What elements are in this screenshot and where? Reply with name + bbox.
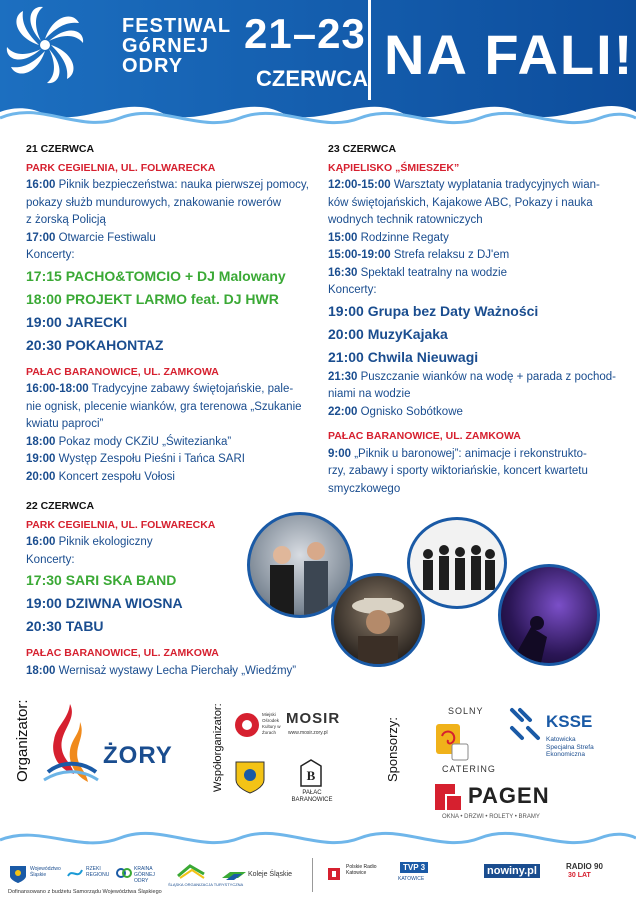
concert-item: 18:00 PROJEKT LARMO feat. DJ HWR — [26, 290, 279, 307]
concert-list — [26, 265, 316, 357]
footer-divider — [312, 858, 313, 892]
ksse-desc-line: Ekonomiczna — [546, 751, 586, 758]
venue-title: PAŁAC BARANOWICE, UL. ZAMKOWA — [26, 365, 219, 378]
schedule-row — [26, 195, 316, 213]
venue-title: PARK CEGIELNIA, UL. FOLWARECKA — [26, 161, 216, 174]
schedule-row — [328, 177, 618, 195]
schedule-text: Strefa relaksu z DJ'em — [390, 249, 510, 261]
zory-flame-logo-icon — [40, 702, 100, 788]
schedule-block — [26, 663, 316, 681]
schedule-block — [26, 177, 316, 265]
day-title: 22 CZERWCA — [26, 500, 95, 512]
schedule-time: 20:00 — [26, 470, 56, 483]
koleje-text: Koleje Śląskie — [248, 871, 292, 878]
schedule-text: Występ Zespołu Pieśni i Tańca SARI — [55, 453, 245, 465]
schedule-text: z żorską Policją — [26, 214, 106, 226]
schedule-text: niami na wodzie — [328, 388, 411, 400]
ksse-desc-line: Specjalna Strefa — [546, 743, 594, 751]
schedule-text: Koncerty: — [26, 249, 75, 261]
venue-title: PAŁAC BARANOWICE, UL. ZAMKOWA — [328, 430, 521, 442]
schedule-time: 18:00 — [26, 664, 56, 677]
solny-logo-bottom: CATERING — [442, 764, 496, 774]
schedule-text: Puszczanie wianków na wodę + parada z pochod- — [357, 370, 617, 383]
schedule-row — [26, 212, 316, 230]
schedule-row — [328, 282, 618, 300]
schedule-block — [26, 381, 316, 486]
schedule-time: 9:00 — [328, 447, 352, 460]
slaska-org-text: ŚLĄSKA ORGANIZACJA TURYSTYCZNA — [168, 882, 244, 887]
schedule-text: Spektakl teatralny na wodzie — [357, 266, 508, 279]
concert-item: 20:30 TABU — [26, 618, 104, 634]
crest-logo-icon — [234, 760, 266, 794]
radio90-logo: RADIO 90 — [566, 862, 603, 871]
tvp3-city: KATOWICE — [398, 876, 425, 882]
schedule-text: Piknik bezpieczeństwa: nauka pierwszej pomocy, — [55, 179, 309, 191]
schedule-text: kwiatu paproci” — [26, 418, 104, 430]
venue-title: KĄPIELISKO „ŚMIESZEK” — [328, 161, 460, 174]
schedule-text: Tradycyjne zabawy świętojańskie, pale- — [88, 383, 294, 395]
zory-logo-text: ŻORY — [103, 742, 173, 769]
tvp3-logo: TVP 3 — [400, 862, 428, 873]
artist-photo — [407, 517, 507, 609]
schedule-row — [328, 404, 618, 422]
schedule-row — [328, 481, 618, 499]
pagen-logo-icon — [433, 782, 463, 812]
artist-photo — [331, 573, 425, 667]
organizer-label: Organizator: — [14, 699, 31, 782]
festival-month: CZERWCA — [256, 66, 369, 91]
schedule-time: 19:00 — [26, 453, 56, 465]
festival-name-line3: ODRY — [122, 55, 184, 77]
rzeki-logo-icon — [66, 864, 84, 882]
schedule-text: Rodzinne Regaty — [357, 231, 449, 244]
ksse-logo-text: KSSE — [546, 712, 593, 731]
concert-item: 17:15 PACHO&TOMCIO + DJ Malowany — [26, 267, 286, 284]
coorganizer-label: Współorganizator: — [212, 703, 224, 792]
slaska-org-logo-icon — [176, 862, 206, 880]
schedule-time: 12:00-15:00 — [328, 179, 391, 191]
palac-logo-text: PAŁAC BARANOWICE — [291, 790, 333, 803]
sponsors-label: Sponsorzy: — [385, 716, 400, 782]
schedule-text: Pokaz mody CKZiU „Świtezianka” — [55, 435, 232, 448]
mosir-logo-text: MOSIR — [286, 710, 341, 727]
festival-dates: 21–23 — [244, 10, 366, 57]
schedule-time: 15:00-19:00 — [328, 249, 391, 261]
odry-logo-icon — [116, 865, 132, 881]
festival-name-line1: FESTIWAL — [122, 15, 232, 37]
schedule-row — [26, 381, 316, 399]
koleje-logo-icon — [222, 870, 246, 880]
venue-title: PARK CEGIELNIA, UL. FOLWARECKA — [26, 518, 216, 531]
footer-logos — [0, 858, 636, 900]
schedule-row — [26, 177, 316, 195]
schedule-text: Piknik ekologiczny — [55, 536, 153, 548]
concert-item: 19:00 DZIWNA WIOSNA — [26, 595, 183, 611]
header-banner — [0, 0, 636, 135]
pagen-tagline: OKNA • DRZWI • ROLETY • BRAMY — [442, 814, 540, 820]
wojewodztwo-logo-icon — [8, 864, 28, 884]
day-title: 21 CZERWCA — [26, 143, 95, 155]
mok-logo-text: Miejski Ośrodek Kultury w Żorach — [262, 712, 281, 735]
schedule-time: 16:00-18:00 — [26, 383, 89, 395]
solny-logo-top: SOLNY — [448, 706, 484, 716]
festival-slogan: NA FALI! — [384, 23, 635, 86]
schedule-text: smyczkowego — [328, 482, 401, 495]
schedule-row — [26, 469, 316, 487]
schedule-row — [328, 463, 618, 481]
concert-item: 19:00 JARECKI — [26, 313, 128, 330]
artist-photo — [498, 564, 600, 666]
schedule-row — [26, 434, 316, 452]
rzeki-text: RZEKI REGIONU — [86, 866, 110, 878]
solny-catering-logo-icon — [432, 718, 476, 768]
schedule-row — [26, 230, 316, 248]
radio-katowice-logo-icon — [326, 866, 342, 882]
schedule-time: 16:00 — [26, 179, 56, 191]
schedule-text: Koncerty: — [26, 553, 75, 566]
schedule-time: 18:00 — [26, 435, 56, 448]
schedule-row — [328, 265, 618, 283]
mok-logo-icon — [232, 710, 262, 740]
header-divider — [368, 0, 371, 100]
schedule-row — [26, 416, 316, 434]
schedule-row — [328, 195, 618, 213]
schedule-block — [328, 446, 618, 499]
schedule-row — [328, 212, 618, 230]
schedule-row — [26, 247, 316, 265]
festival-flower-logo-icon — [0, 0, 90, 90]
mosir-url: www.mosir.zory.pl — [288, 730, 328, 736]
schedule-text: pokazy służb mundurowych, znakowanie rowerów — [26, 196, 282, 209]
odry-text: KRAINA GÓRNEJ ODRY — [134, 866, 155, 884]
schedule-row — [328, 386, 618, 404]
schedule-text: wodnych technik ratowniczych — [328, 214, 483, 226]
festival-name — [122, 16, 231, 76]
palac-baranowice-logo-icon — [298, 758, 324, 788]
schedule-block — [328, 177, 618, 300]
festival-name-line2: GóRNEJ — [122, 35, 210, 57]
radio-katowice-text: Polskie Radio Katowice — [346, 864, 377, 876]
funding-note: Dofinansowano z budżetu Samorządu Województwa Śląskiego — [8, 889, 162, 895]
schedule-text: Otwarcie Festiwalu — [55, 231, 156, 244]
schedule-time: 22:00 — [328, 405, 358, 418]
schedule-text: „Piknik u baronowej”: animacje i rekonstrukto- — [351, 447, 587, 460]
schedule-text: rzy, zabawy i sporty wiktoriańskie, koncert kwartetu — [328, 465, 588, 477]
ksse-logo-icon — [508, 706, 544, 742]
concert-item: 20:30 POKAHONTAZ — [26, 336, 164, 353]
schedule-row — [328, 247, 618, 265]
venue-title: PAŁAC BARANOWICE, UL. ZAMKOWA — [26, 647, 219, 659]
wojewodztwo-text: Województwo Śląskie — [30, 866, 61, 878]
day-title: 23 CZERWCA — [328, 143, 397, 155]
pagen-logo-text: PAGEN — [468, 783, 550, 808]
schedule-time: 21:30 — [328, 370, 358, 383]
schedule-time: 15:00 — [328, 231, 358, 244]
radio90-years: 30 LAT — [568, 872, 591, 879]
schedule-row — [26, 399, 316, 417]
concert-item: 21:00 Chwila Nieuwagi — [328, 348, 479, 365]
concert-item: 19:00 Grupa bez Daty Ważności — [328, 302, 539, 319]
schedule-row — [26, 663, 316, 681]
concert-item: 20:00 MuzyKajaka — [328, 325, 448, 342]
schedule-block — [328, 369, 618, 422]
schedule-text: Warsztaty wyplatania tradycyjnych wian- — [390, 179, 600, 191]
nowiny-logo: nowiny.pl — [484, 864, 540, 878]
schedule-text: Wernisaż wystawy Lecha Pierchały „Wiedźmy” — [55, 664, 297, 677]
schedule-text: nie ognisk, plecenie wianków, gra terenowa „Szukanie — [26, 400, 302, 413]
schedule-row — [26, 451, 316, 469]
schedule-text: Koncert zespołu Vołosi — [55, 470, 175, 483]
concert-list — [328, 300, 618, 369]
program-right-column — [328, 139, 618, 498]
svg-text:B: B — [306, 768, 316, 783]
schedule-text: ków świętojańskich, Kajakowe ABC, Pokazy i nauka — [328, 196, 593, 209]
schedule-text: Ognisko Sobótkowe — [357, 405, 463, 418]
ksse-desc-line: Katowicka — [546, 736, 576, 743]
schedule-row — [328, 369, 618, 387]
schedule-row — [328, 446, 618, 464]
schedule-time: 17:00 — [26, 231, 56, 244]
ksse-description — [546, 736, 594, 759]
schedule-text: Koncerty: — [328, 284, 377, 296]
schedule-row — [328, 230, 618, 248]
concert-item: 17:30 SARI SKA BAND — [26, 572, 177, 588]
schedule-time: 16:30 — [328, 266, 358, 279]
schedule-time: 16:00 — [26, 536, 56, 548]
